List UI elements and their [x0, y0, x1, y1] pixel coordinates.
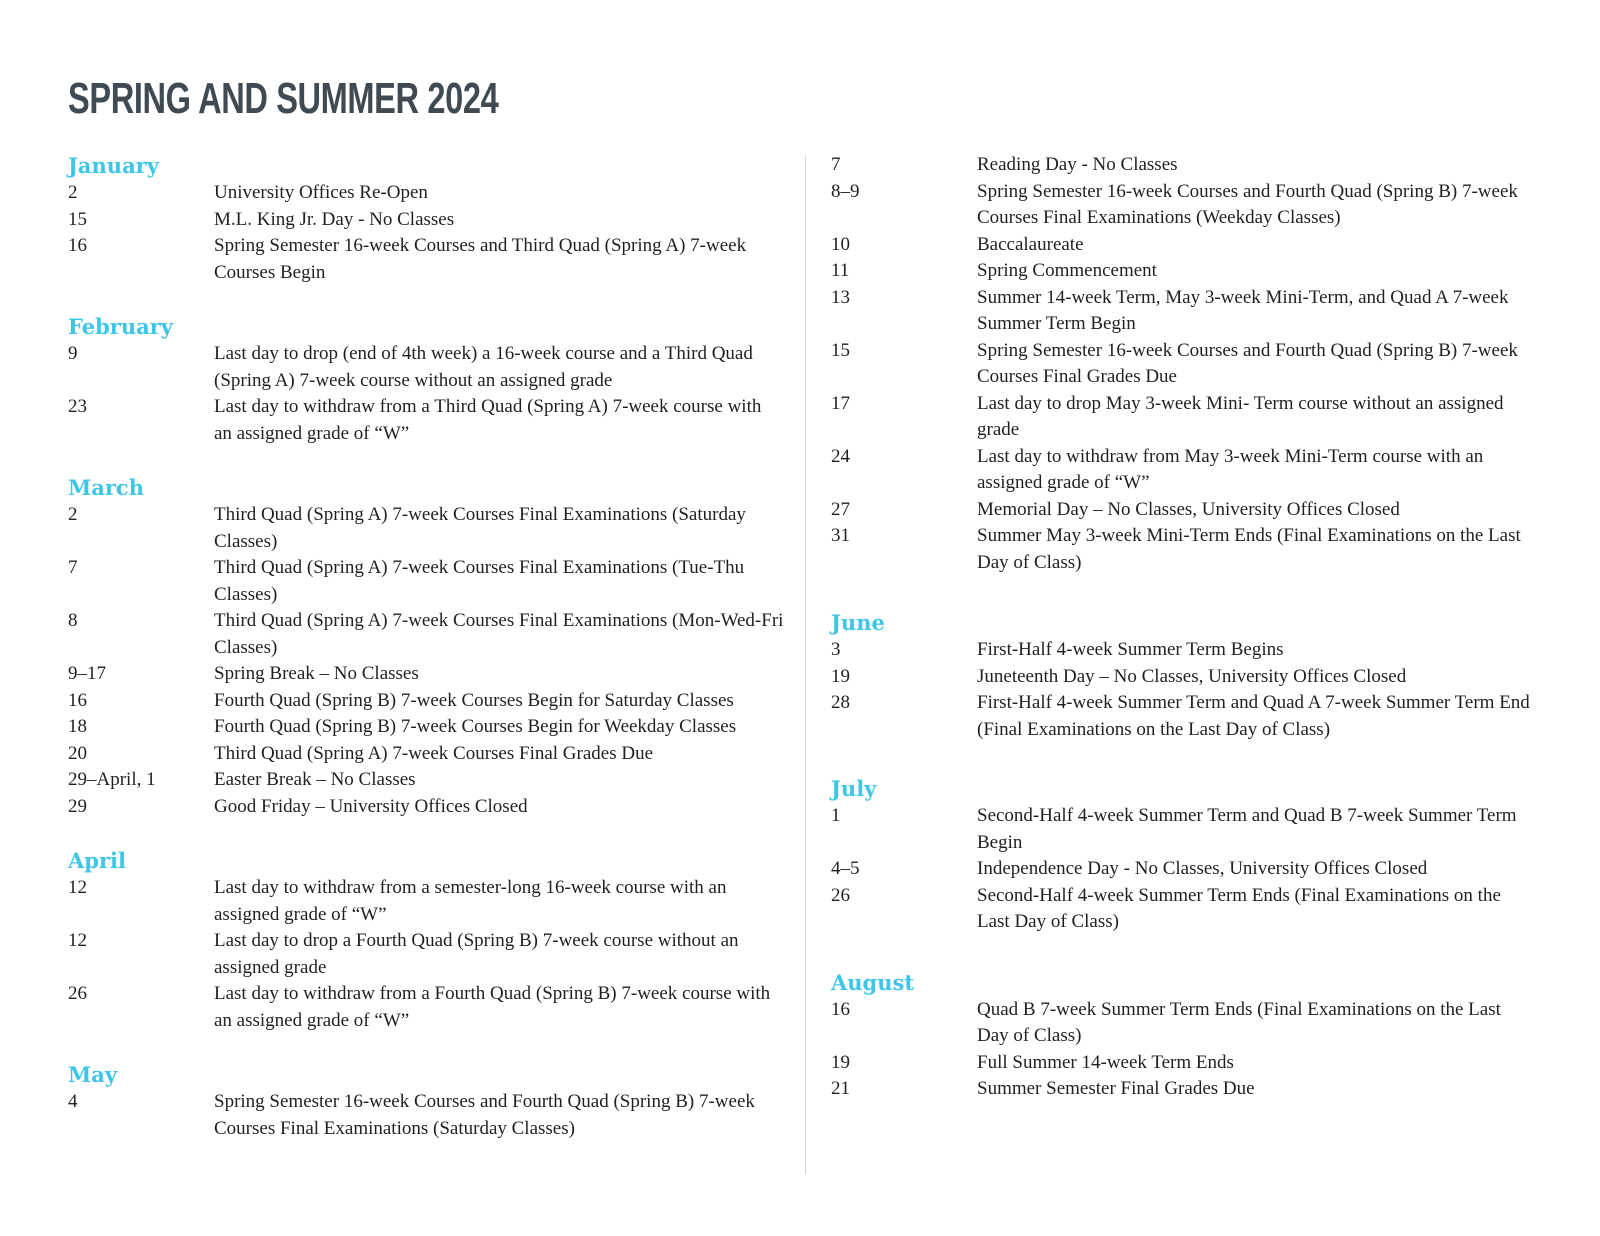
event-date: 18 — [68, 716, 87, 737]
event-description: Summer Semester Final Grades Due — [977, 1078, 1255, 1099]
event-description: M.L. King Jr. Day - No Classes — [214, 208, 455, 230]
event-description: First-Half 4-week Summer Term Begins — [977, 639, 1284, 660]
event-list — [68, 1089, 784, 1142]
month-section-april — [68, 847, 784, 1034]
event-date: 4 — [68, 1091, 78, 1112]
event-date: 9 — [68, 343, 78, 364]
event-date: 17 — [831, 392, 850, 414]
event-description: Third Quad (Spring A) 7-week Courses Final Examinations (Tue-Thu Classes) — [214, 557, 745, 605]
event-description: First-Half 4-week Summer Term and Quad A 7-week Summer Term End (Final Examinations on the Last Day of Class) — [977, 692, 1530, 740]
event-date: 7 — [831, 154, 841, 175]
event-description: Memorial Day – No Classes, University Offices Closed — [977, 498, 1400, 520]
event-list — [68, 180, 784, 286]
event-date: 26 — [68, 983, 87, 1004]
event-date: 16 — [68, 235, 87, 256]
event-description: Spring Semester 16-week Courses and Fourth Quad (Spring B) 7-week Courses Final Grades Due — [977, 339, 1518, 387]
right-column — [831, 152, 1531, 1103]
event-date: 16 — [831, 998, 850, 1020]
event-row — [831, 152, 1531, 179]
event-date: 3 — [831, 639, 841, 660]
event-row — [831, 179, 1531, 232]
event-row — [831, 1076, 1531, 1103]
event-description: Fourth Quad (Spring B) 7-week Courses Begin for Weekday Classes — [214, 716, 737, 737]
event-description: Third Quad (Spring A) 7-week Courses Final Examinations (Saturday Classes) — [214, 504, 746, 552]
event-date: 8–9 — [831, 180, 860, 202]
event-row — [831, 997, 1531, 1050]
event-row — [68, 661, 784, 688]
event-row — [831, 690, 1531, 743]
event-date: 21 — [831, 1078, 850, 1099]
month-heading: July — [831, 776, 877, 801]
event-date: 29 — [68, 795, 87, 817]
event-description: Spring Break – No Classes — [214, 663, 419, 684]
event-date: 29–April, 1 — [68, 769, 156, 790]
event-date: 8 — [68, 610, 78, 631]
event-description: Second-Half 4-week Summer Term Ends (Final Examinations on the Last Day of Class) — [977, 884, 1501, 932]
event-description: Good Friday – University Offices Closed — [214, 795, 528, 817]
event-row — [68, 180, 784, 207]
event-description: Summer May 3-week Mini-Term Ends (Final Examinations on the Last Day of Class) — [977, 525, 1521, 573]
event-description: Spring Commencement — [977, 260, 1157, 281]
event-row — [68, 714, 784, 741]
event-row — [68, 688, 784, 715]
event-row — [68, 555, 784, 608]
event-date: 11 — [831, 260, 850, 281]
event-date: 7 — [68, 557, 78, 578]
event-description: Reading Day - No Classes — [977, 154, 1178, 175]
month-section-march — [68, 474, 784, 820]
event-row — [831, 1050, 1531, 1077]
event-row — [831, 338, 1531, 391]
event-row — [68, 875, 784, 928]
event-list — [831, 997, 1531, 1103]
event-description: Juneteenth Day – No Classes, University Offices Closed — [977, 665, 1407, 687]
event-date: 1 — [831, 805, 841, 826]
event-list — [68, 875, 784, 1034]
event-description: Last day to withdraw from May 3-week Mini-Term course with an assigned grade of “W” — [977, 445, 1484, 493]
month-heading: June — [831, 610, 885, 635]
month-section-may-continued — [831, 152, 1531, 576]
event-description: Last day to withdraw from a semester-long 16-week course with an assigned grade of “W” — [214, 877, 727, 925]
event-description: Fourth Quad (Spring B) 7-week Courses Begin for Saturday Classes — [214, 689, 734, 711]
month-heading: February — [68, 314, 174, 339]
month-heading: August — [831, 969, 915, 995]
event-row — [68, 741, 784, 768]
event-description: University Offices Re-Open — [214, 182, 428, 203]
event-row — [68, 394, 784, 447]
event-date: 31 — [831, 525, 850, 546]
event-row — [68, 608, 784, 661]
event-list — [831, 152, 1531, 576]
event-list — [831, 803, 1531, 936]
event-list — [68, 341, 784, 447]
event-description: Last day to drop May 3-week Mini- Term course without an assigned grade — [977, 392, 1504, 440]
event-date: 9–17 — [68, 663, 106, 684]
event-description: Quad B 7-week Summer Term Ends (Final Examinations on the Last Day of Class) — [977, 998, 1501, 1046]
event-date: 15 — [831, 339, 850, 361]
event-row — [68, 1089, 784, 1142]
month-section-june — [831, 609, 1531, 743]
month-section-july — [831, 775, 1531, 936]
event-row — [831, 523, 1531, 576]
event-date: 24 — [831, 445, 850, 467]
event-date: 13 — [831, 286, 850, 308]
event-date: 15 — [68, 208, 87, 230]
event-row — [831, 391, 1531, 444]
event-row — [68, 794, 784, 821]
event-description: Spring Semester 16-week Courses and Fourth Quad (Spring B) 7-week Courses Final Examinations (Saturday Classes) — [214, 1091, 755, 1139]
event-row — [68, 207, 784, 234]
event-row — [68, 341, 784, 394]
event-date: 16 — [68, 689, 87, 711]
event-date: 12 — [68, 930, 87, 951]
event-date: 27 — [831, 498, 850, 520]
event-date: 20 — [68, 742, 87, 764]
event-row — [68, 502, 784, 555]
event-row — [831, 803, 1531, 856]
event-date: 19 — [831, 665, 850, 687]
page-title: SPRING AND SUMMER 2024 — [68, 74, 499, 123]
month-heading: January — [68, 153, 159, 178]
event-description: Last day to withdraw from a Third Quad (Spring A) 7-week course with an assigned grade of “W” — [214, 396, 762, 444]
event-row — [831, 637, 1531, 664]
event-row — [831, 232, 1531, 259]
event-date: 19 — [831, 1051, 850, 1073]
month-section-may — [68, 1061, 784, 1142]
event-description: Last day to withdraw from a Fourth Quad (Spring B) 7-week course with an assigned grade of “W” — [214, 983, 771, 1031]
month-heading: March — [68, 475, 144, 500]
event-date: 23 — [68, 396, 87, 417]
month-section-january — [68, 152, 784, 286]
event-description: Last day to drop a Fourth Quad (Spring B) 7-week course without an assigned grade — [214, 930, 739, 978]
event-date: 26 — [831, 884, 850, 906]
event-description: Easter Break – No Classes — [214, 769, 416, 790]
event-description: Third Quad (Spring A) 7-week Courses Final Grades Due — [214, 742, 654, 764]
month-section-august — [831, 969, 1531, 1103]
event-description: Third Quad (Spring A) 7-week Courses Final Examinations (Mon-Wed-Fri Classes) — [214, 610, 784, 658]
event-date: 10 — [831, 233, 850, 255]
event-date: 12 — [68, 877, 87, 898]
month-heading: May — [68, 1062, 118, 1087]
event-row — [831, 497, 1531, 524]
event-date: 4–5 — [831, 858, 860, 879]
event-description: Independence Day - No Classes, University Offices Closed — [977, 858, 1428, 879]
left-column — [68, 152, 784, 1142]
event-description: Full Summer 14-week Term Ends — [977, 1051, 1234, 1073]
event-list — [831, 637, 1531, 743]
month-section-february — [68, 313, 784, 447]
event-row — [68, 767, 784, 794]
event-description: Second-Half 4-week Summer Term and Quad B 7-week Summer Term Begin — [977, 805, 1517, 853]
event-date: 28 — [831, 692, 850, 713]
event-date: 2 — [68, 182, 78, 203]
event-date: 2 — [68, 504, 78, 525]
event-list — [68, 502, 784, 820]
event-description: Last day to drop (end of 4th week) a 16-week course and a Third Quad (Spring A) 7-week course without an assigned grade — [214, 343, 753, 391]
column-divider — [805, 156, 806, 1174]
event-row — [831, 285, 1531, 338]
event-description: Summer 14-week Term, May 3-week Mini-Term, and Quad A 7-week Summer Term Begin — [977, 286, 1509, 334]
event-row — [831, 444, 1531, 497]
event-row — [831, 258, 1531, 285]
event-row — [68, 233, 784, 286]
event-row — [831, 664, 1531, 691]
event-row — [68, 981, 784, 1034]
event-row — [68, 928, 784, 981]
event-description: Spring Semester 16-week Courses and Fourth Quad (Spring B) 7-week Courses Final Examinations (Weekday Classes) — [977, 180, 1518, 228]
event-row — [831, 856, 1531, 883]
event-row — [831, 883, 1531, 936]
event-description: Spring Semester 16-week Courses and Third Quad (Spring A) 7-week Courses Begin — [214, 235, 747, 283]
month-heading: April — [68, 848, 126, 873]
event-description: Baccalaureate — [977, 233, 1084, 255]
